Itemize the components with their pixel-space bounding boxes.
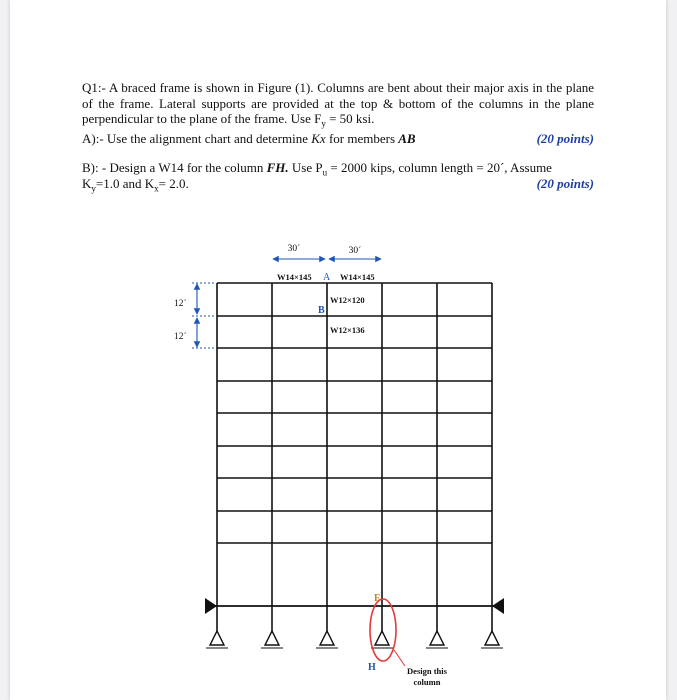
part-b-text-1: - Design a W14 for the column bbox=[98, 160, 267, 176]
part-b-text-2: Use P bbox=[288, 160, 323, 176]
pin-support bbox=[430, 631, 444, 645]
dim-story-1-label: 12´ bbox=[174, 299, 187, 309]
dim-story-2-label: 12´ bbox=[174, 332, 187, 342]
pin-support bbox=[210, 631, 224, 645]
right-side-support bbox=[492, 598, 504, 614]
note-line-1: Design this bbox=[407, 666, 447, 676]
design-column-highlight bbox=[370, 599, 396, 661]
q1-label: Q1:- bbox=[82, 80, 106, 95]
node-b-label: B bbox=[318, 305, 325, 316]
figure-labels bbox=[174, 243, 448, 687]
part-b-ky: K bbox=[82, 175, 92, 191]
note-line-2: column bbox=[413, 677, 441, 687]
part-a-points: (20 points) bbox=[536, 130, 594, 146]
pin-support bbox=[265, 631, 279, 645]
pin-support bbox=[375, 631, 389, 645]
beam-right-label: W14×145 bbox=[340, 272, 375, 282]
part-b-sub-x: x bbox=[154, 183, 159, 194]
node-f-label: F bbox=[374, 593, 381, 604]
part-b-member: FH. bbox=[266, 160, 289, 176]
dim-bay-right-label: 30´ bbox=[348, 246, 362, 256]
pin-support bbox=[485, 631, 499, 645]
part-b-line2-mid: =1.0 and K bbox=[95, 175, 155, 191]
frame-grid bbox=[208, 283, 500, 631]
left-side-support bbox=[205, 598, 217, 614]
dim-bay-left-label: 30´ bbox=[287, 244, 301, 254]
pin-support bbox=[320, 631, 334, 645]
part-a-text-1: Use the alignment chart and determine bbox=[103, 130, 312, 146]
col-lower-label: W12×136 bbox=[330, 325, 365, 335]
node-a-label: A bbox=[323, 272, 331, 283]
vertical-dimensions bbox=[192, 283, 215, 348]
part-b-line2-end: = 2.0. bbox=[158, 175, 189, 191]
part-b-sub-u: u bbox=[322, 167, 328, 178]
pin-supports bbox=[210, 631, 499, 645]
node-h-label: H bbox=[368, 662, 376, 673]
part-b-points: (20 points) bbox=[536, 175, 594, 191]
part-a-text-2: for members bbox=[325, 130, 399, 146]
design-note-leader bbox=[394, 650, 405, 666]
q1-text-1: A braced frame is shown in Figure (1). Columns are bent about their major axis in the plane of the frame. Lateral supports are provided at the top & bottom of the columns in the plane perpendicular to the plane of the frame. Use F bbox=[82, 80, 594, 127]
beam-left-label: W14×145 bbox=[277, 272, 312, 282]
part-b-label: B): bbox=[82, 160, 99, 176]
part-b-text-3: = 2000 kips, column length = 20´, Assume bbox=[327, 160, 552, 176]
part-a-kx: Kx bbox=[311, 130, 326, 146]
part-a-member: AB bbox=[398, 130, 416, 146]
part-b-sub-y: y bbox=[91, 183, 96, 194]
part-a-label: A):- bbox=[82, 130, 104, 146]
q1-text-2: = 50 ksi. bbox=[325, 111, 375, 127]
q1-sub: y bbox=[321, 118, 326, 129]
col-upper-label: W12×120 bbox=[330, 295, 365, 305]
